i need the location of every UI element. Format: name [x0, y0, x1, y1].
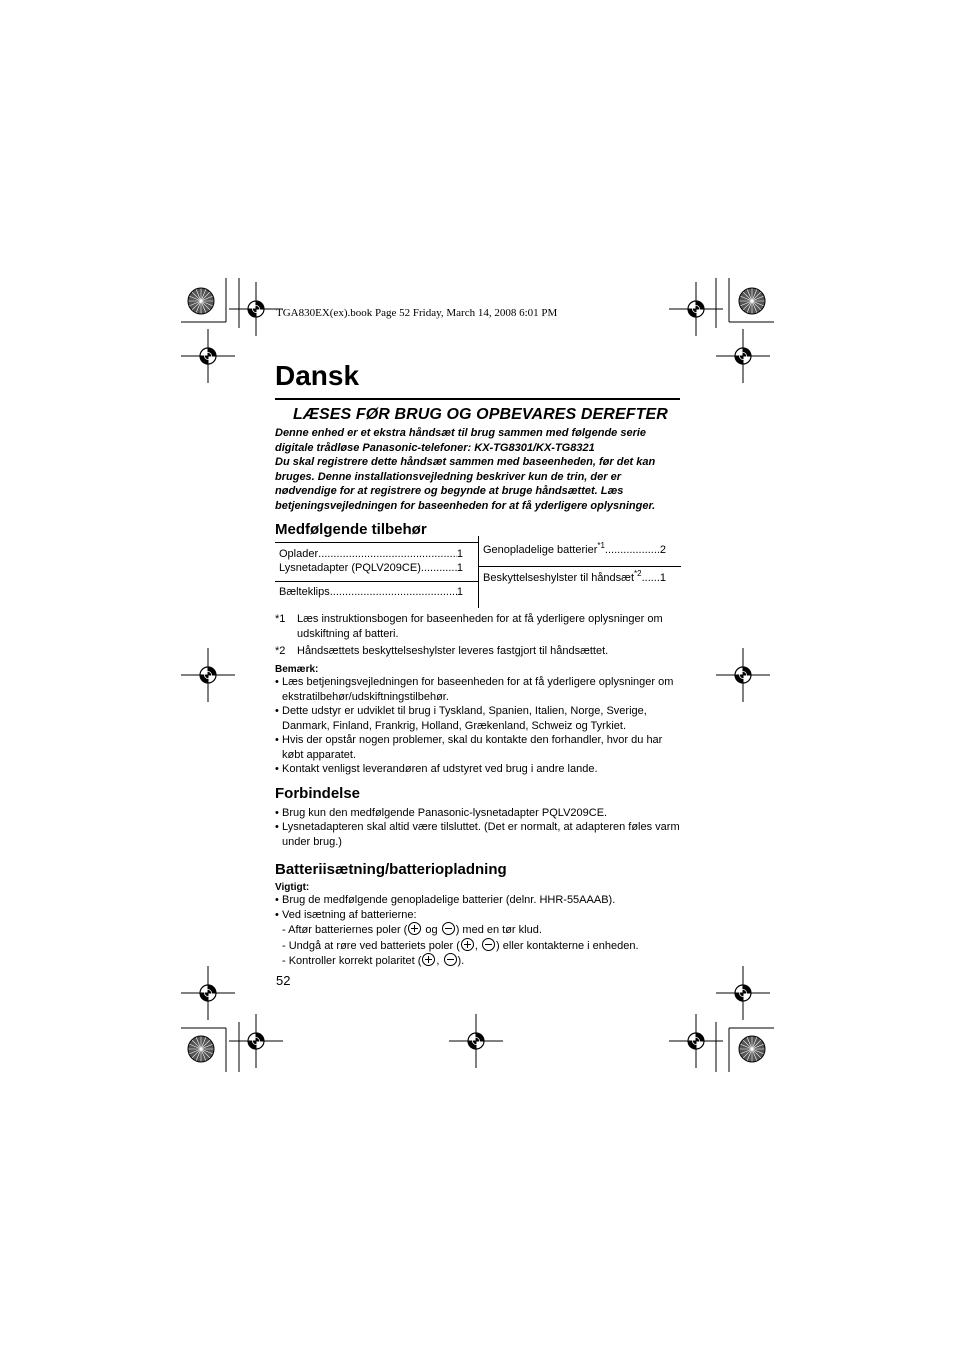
- subtitle: LÆSES FØR BRUG OG OPBEVARES DEREFTER: [293, 406, 668, 423]
- remark-list: [275, 675, 680, 777]
- intro-text: [275, 426, 680, 513]
- minus-pole-icon: [442, 922, 455, 935]
- plus-pole-icon: [422, 953, 435, 966]
- connection-list: [275, 806, 680, 850]
- footnotes: [275, 612, 680, 659]
- battery-subitem: - Kontroller korrekt polaritet ( , ).: [282, 955, 465, 967]
- list-item: • Ved isætning af batterierne:: [275, 908, 680, 923]
- page-number: 52: [276, 973, 291, 988]
- list-item: • Brug kun den medfølgende Panasonic-lysnetadapter PQLV209CE.: [275, 806, 680, 821]
- accessories-table: [275, 542, 680, 608]
- accessory-item: Genopladelige batterier $^{*1}$ ..... 2: [483, 544, 666, 556]
- remark-label: Bemærk:: [275, 664, 319, 675]
- page-title: Dansk: [275, 360, 360, 391]
- list-item: • Lysnetadapteren skal altid være tilsluttet. (Det er normalt, at adapteren føles varm under brug.): [275, 820, 680, 849]
- list-item: • Kontakt venligst leverandøren af udstyret ved brug i andre lande.: [275, 762, 680, 777]
- list-item: • Læs betjeningsvejledningen for baseenheden for at få yderligere oplysninger om ekstratilbehør/udskiftningstilbehør.: [275, 675, 680, 704]
- list-item: • Brug de medfølgende genopladelige batterier (delnr. HHR-55AAAB).: [275, 893, 680, 908]
- title-rule: [275, 398, 680, 400]
- battery-heading: Batteriisætning/batteriopladning: [275, 861, 507, 878]
- battery-subitem: - Undgå at røre ved batteriets poler ( , ) eller kontakterne i enheden.: [282, 939, 639, 952]
- accessory-item: Bælteklips ..... 1: [279, 586, 463, 598]
- minus-pole-icon: [444, 953, 457, 966]
- accessories-right-column: [478, 536, 681, 608]
- page-content: [275, 358, 680, 969]
- intro-paragraph: Du skal registrere dette håndsæt sammen med baseenheden, før det kan bruges. Denne installationsvejledning beskriver kun de trin, der er nødvendige for at registrere og begynde at bruge håndsættet. Læs betjeningsvejledningen for baseenheden for at få yderligere oplysninger.: [275, 456, 656, 512]
- battery-subitem: - Aftør batteriernes poler ( og ) med en tør klud.: [282, 924, 542, 936]
- battery-list: [275, 893, 680, 922]
- footnote: *2 Håndsættets beskyttelseshylster leveres fastgjort til håndsættet.: [275, 645, 609, 657]
- footnote: *1 Læs instruktionsbogen for baseenheden for at få yderligere oplysninger om udskiftning af batteri.: [275, 613, 663, 640]
- accessories-heading: Medfølgende tilbehør: [275, 521, 427, 538]
- intro-paragraph: Denne enhed er et ekstra håndsæt til brug sammen med følgende serie digitale trådløse Panasonic-telefoner: KX-TG8301/KX-TG8321: [275, 427, 647, 454]
- accessory-item: Oplader ..... 1: [279, 548, 463, 560]
- accessory-item: Beskyttelseshylster til håndsæt $^{*2}$ ..... 1: [483, 572, 666, 584]
- connection-heading: Forbindelse: [275, 784, 361, 802]
- file-header-line: TGA830EX(ex).book Page 52 Friday, March 14, 2008 6:01 PM: [276, 307, 558, 319]
- plus-pole-icon: [408, 922, 421, 935]
- accessories-left-column: [275, 542, 478, 609]
- list-item: • Dette udstyr er udviklet til brug i Tyskland, Spanien, Italien, Norge, Sverige, Danmark, Finland, Frankrig, Holland, Grækenland, Schweiz og Tyrkiet.: [275, 704, 680, 733]
- accessory-item: Lysnetadapter (PQLV209CE) ..... 1: [279, 562, 463, 574]
- important-label: Vigtigt:: [275, 882, 310, 893]
- plus-pole-icon: [461, 938, 474, 951]
- minus-pole-icon: [482, 938, 495, 951]
- list-item: • Hvis der opstår nogen problemer, skal du kontakte den forhandler, hvor du har købt apparatet.: [275, 733, 680, 762]
